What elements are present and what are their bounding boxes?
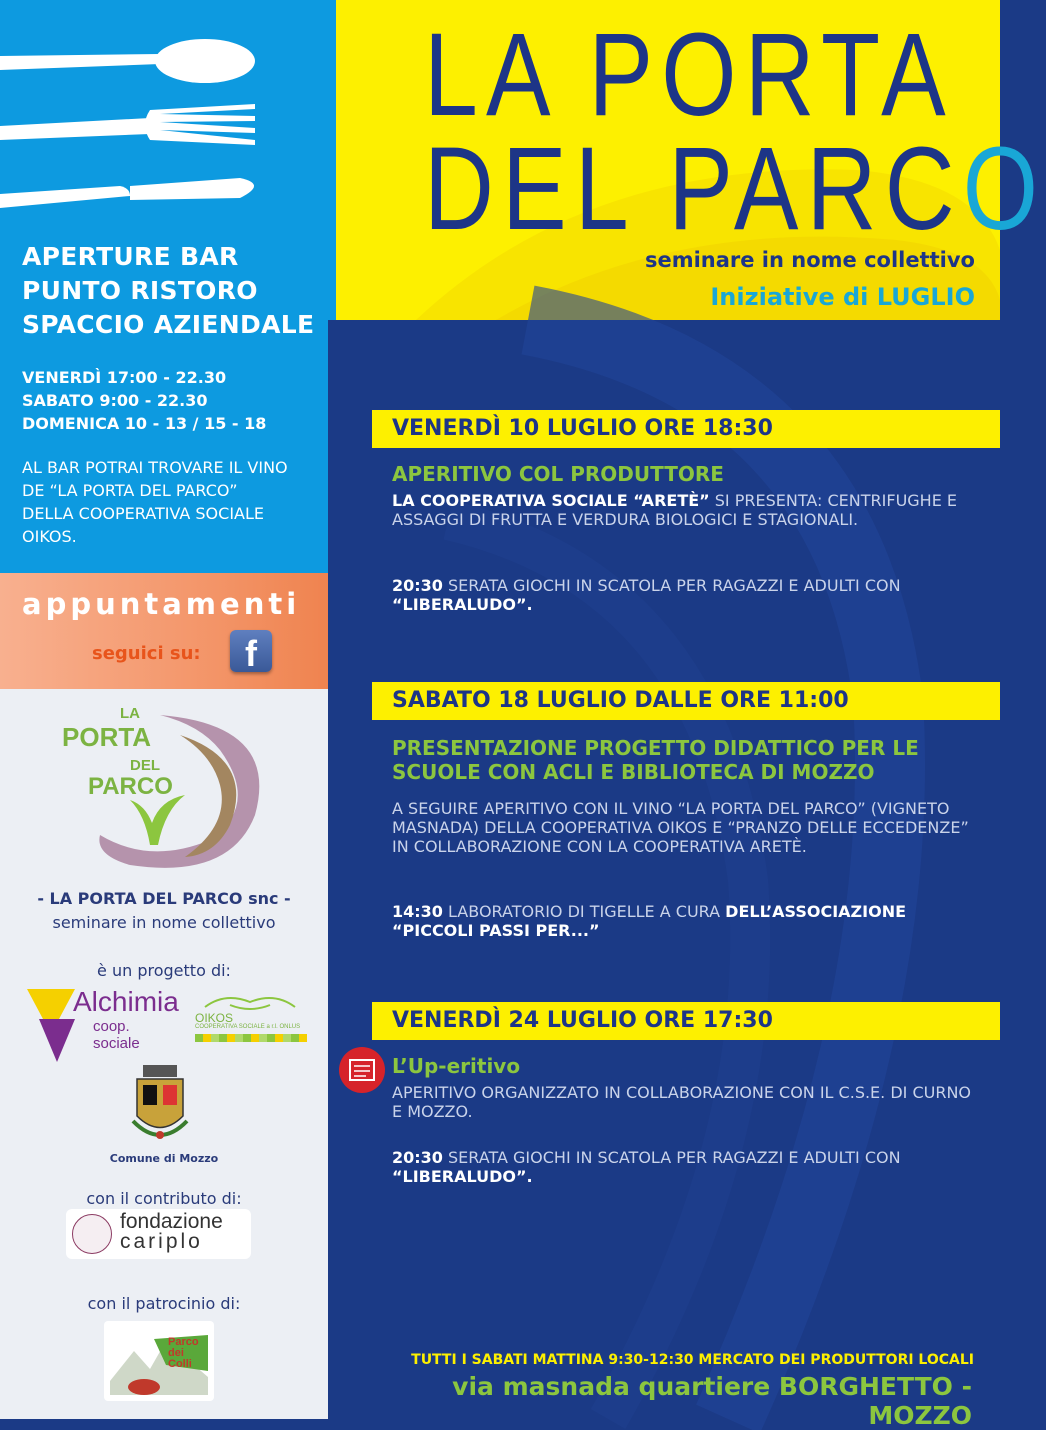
event-title: PRESENTAZIONE PROGETTO DIDATTICO PER LE SCUOLE CON ACLI E BIBLIOTECA DI MOZZO bbox=[392, 736, 919, 784]
title-line-1: LA PORTA bbox=[424, 9, 954, 141]
alchimia-triangle-icon bbox=[27, 984, 77, 1064]
oikos-sub: COOPERATIVA SOCIALE a r.l. ONLUS bbox=[195, 1024, 301, 1030]
event-text: SERATA GIOCHI IN SCATOLA PER RAGAZZI E ADULTI CON bbox=[442, 1148, 901, 1167]
appuntamenti-band bbox=[0, 573, 362, 689]
cariplo-logo bbox=[66, 1209, 251, 1259]
month-label: Iniziative di LUGLIO bbox=[710, 283, 975, 311]
tagline: seminare in nome collettivo bbox=[644, 248, 975, 272]
company-name: - LA PORTA DEL PARCO snc - bbox=[37, 889, 291, 908]
wine-line: OIKOS. bbox=[22, 527, 77, 546]
event-text: SI PRESENTA: CENTRIFUGHE E ASSAGGI DI FRUTTA E VERDURA BIOLOGICI E STAGIONALI. bbox=[392, 491, 958, 529]
title-o: O bbox=[962, 123, 1046, 255]
wine-line: DE “LA PORTA DEL PARCO” bbox=[22, 481, 238, 500]
cutlery-icon bbox=[0, 18, 270, 218]
hours-line: DOMENICA 10 - 13 / 15 - 18 bbox=[22, 414, 267, 433]
oikos-stripes bbox=[195, 1034, 307, 1042]
event-time: 20:30 bbox=[392, 1148, 443, 1167]
event-date-bar: VENERDÌ 10 LUGLIO ORE 18:30 bbox=[372, 410, 1000, 448]
left-info-panel bbox=[0, 0, 362, 575]
title-header bbox=[336, 0, 1046, 320]
logo-word: DEL bbox=[130, 757, 160, 774]
event-bold-text: DELL’ASSOCIAZIONE “PICCOLI PASSI PER...” bbox=[392, 902, 907, 940]
event-date-bar: VENERDÌ 24 LUGLIO ORE 17:30 bbox=[372, 1002, 1000, 1040]
sponsors-panel bbox=[0, 689, 328, 1419]
event-description bbox=[392, 491, 982, 529]
event-description: A SEGUIRE APERITIVO CON IL VINO “LA PORTA DEL PARCO” (VIGNETO MASNADA) DELLA COOPERATIVA OIKOS E “PRANZO DELLE ECCEDENZE” IN COLLABORAZIONE CON LA COOPERATIVA ARETÈ. bbox=[392, 799, 969, 856]
comune-mozzo-crest bbox=[125, 1061, 195, 1151]
mozzo-label: Comune di Mozzo bbox=[109, 1152, 219, 1165]
parco-colli-logo bbox=[104, 1321, 214, 1401]
parco-colli-line: dei bbox=[168, 1347, 184, 1359]
wine-line: AL BAR POTRAI TROVARE IL VINO bbox=[22, 458, 288, 477]
opening-hours bbox=[22, 366, 266, 435]
porta-del-parco-logo bbox=[62, 705, 275, 875]
market-note: TUTTI I SABATI MATTINA 9:30-12:30 MERCATO DEI PRODUTTORI LOCALI bbox=[411, 1352, 974, 1368]
event-secondary bbox=[392, 1148, 982, 1186]
logo-word: PORTA bbox=[62, 722, 152, 752]
event-text: SERATA GIOCHI IN SCATOLA PER RAGAZZI E ADULTI CON bbox=[442, 576, 901, 595]
wine-note bbox=[22, 456, 288, 548]
event-time: 14:30 bbox=[392, 902, 443, 921]
parco-colli-label bbox=[168, 1337, 199, 1370]
logo-word: LA bbox=[120, 705, 140, 722]
wine-line: DELLA COOPERATIVA SOCIALE bbox=[22, 504, 264, 523]
logo-word: PARCO bbox=[88, 773, 173, 800]
oikos-logo bbox=[195, 987, 307, 1045]
title-line-2 bbox=[424, 123, 1046, 255]
event-title: L’Up-eritivo bbox=[392, 1054, 521, 1078]
up-eritivo-icon bbox=[338, 1046, 386, 1094]
alchimia-name: Alchimia bbox=[73, 986, 179, 1017]
services-heading bbox=[22, 240, 314, 342]
parco-colli-line: Colli bbox=[168, 1358, 192, 1370]
event-secondary bbox=[392, 902, 982, 940]
heading-line: APERTURE BAR bbox=[22, 242, 239, 271]
company-subtitle: seminare in nome collettivo bbox=[52, 913, 276, 932]
follow-us-label: seguici su: bbox=[92, 643, 201, 664]
facebook-icon[interactable]: f bbox=[230, 630, 272, 672]
event-date-bar: SABATO 18 LUGLIO DALLE ORE 11:00 bbox=[372, 682, 1000, 720]
event-bold-text: “LIBERALUDO”. bbox=[392, 1167, 533, 1186]
address: via masnada quartiere BORGHETTO - MOZZO bbox=[452, 1372, 972, 1430]
contribution-label: con il contributo di: bbox=[86, 1189, 242, 1208]
heading-line: SPACCIO AZIENDALE bbox=[22, 310, 315, 339]
cariplo-seal-icon bbox=[72, 1214, 112, 1254]
oikos-name: OIKOS bbox=[195, 1011, 234, 1025]
alchimia-logo bbox=[27, 984, 177, 1064]
hours-line: SABATO 9:00 - 22.30 bbox=[22, 391, 208, 410]
crest-icon bbox=[125, 1061, 195, 1151]
event-secondary bbox=[392, 576, 982, 614]
heading-line: PUNTO RISTORO bbox=[22, 276, 258, 305]
alchimia-sub: coop. sociale bbox=[93, 1018, 140, 1052]
event-title: APERITIVO COL PRODUTTORE bbox=[392, 462, 724, 486]
event-text: LABORATORIO DI TIGELLE A CURA bbox=[442, 902, 726, 921]
patronage-label: con il patrocinio di: bbox=[87, 1294, 241, 1313]
hours-line: VENERDÌ 17:00 - 22.30 bbox=[22, 368, 227, 387]
event-bold-intro: LA COOPERATIVA SOCIALE “ARETÈ” bbox=[392, 491, 710, 510]
event-time: 20:30 bbox=[392, 576, 443, 595]
parco-colli-line: Parco bbox=[168, 1336, 199, 1348]
project-of-label: è un progetto di: bbox=[97, 961, 231, 980]
cariplo-line2: cariplo bbox=[120, 1230, 203, 1253]
appuntamenti-title: appuntamenti bbox=[22, 587, 301, 621]
cariplo-line1: fondazione bbox=[120, 1210, 223, 1233]
title-main: DEL PARC bbox=[424, 123, 963, 255]
event-description: APERITIVO ORGANIZZATO IN COLLABORAZIONE CON IL C.S.E. DI CURNO E MOZZO. bbox=[392, 1083, 972, 1121]
event-bold-text: “LIBERALUDO”. bbox=[392, 595, 533, 614]
